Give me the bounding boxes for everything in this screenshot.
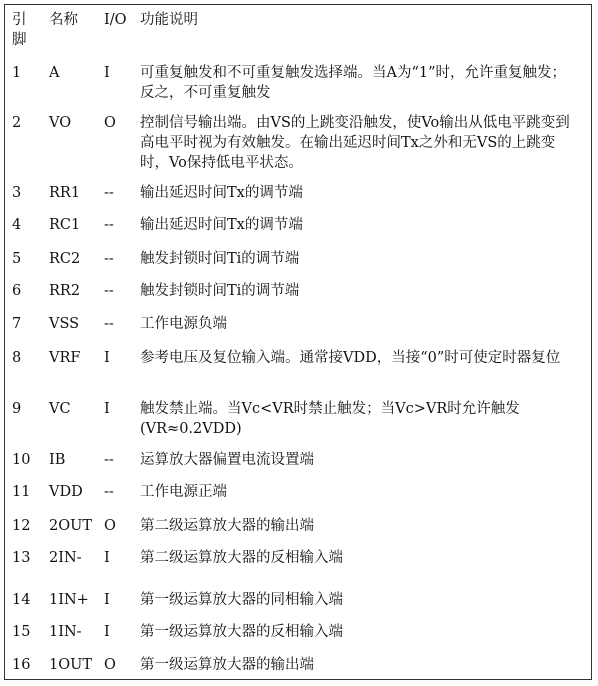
pin-io: -- [104, 251, 114, 267]
header-io: I/O [104, 12, 127, 28]
pin-description: 第一级运算放大器的输出端 [140, 657, 314, 673]
pin-io: I [104, 624, 110, 640]
pin-name: VDD [49, 484, 83, 500]
pin-number: 8 [12, 350, 22, 366]
pin-name: 1IN- [49, 624, 82, 640]
pin-description: 工作电源负端 [140, 316, 227, 332]
pin-io: -- [104, 452, 114, 468]
pin-name: A [49, 65, 60, 81]
pin-name: VSS [49, 316, 80, 332]
pin-io: -- [104, 283, 114, 299]
pin-description: 第一级运算放大器的反相输入端 [140, 624, 343, 640]
pin-name: RR1 [49, 185, 81, 201]
pin-name: VRF [49, 350, 81, 366]
pin-number: 16 [12, 657, 31, 673]
header-name: 名称 [49, 12, 78, 28]
pin-io: I [104, 401, 110, 417]
pin-name: VO [49, 115, 72, 131]
pin-name: RR2 [49, 283, 81, 299]
pin-io: -- [104, 484, 114, 500]
pin-io: I [104, 65, 110, 81]
pin-name: RC1 [49, 217, 81, 233]
pin-number: 10 [12, 452, 31, 468]
pin-description: 第一级运算放大器的同相输入端 [140, 592, 343, 608]
pin-io: -- [104, 217, 114, 233]
pin-description: 输出延迟时间Tx的调节端 [140, 217, 303, 233]
pin-number: 15 [12, 624, 31, 640]
pin-name: 2OUT [49, 518, 93, 534]
pin-io: I [104, 550, 110, 566]
pin-io: O [104, 115, 116, 131]
pin-function-table [4, 4, 592, 680]
pin-number: 7 [12, 316, 22, 332]
pin-description: 触发禁止端。当Vc<VR时禁止触发；当Vc>VR时允许触发(VR≈0.2VDD) [140, 401, 520, 437]
pin-number: 2 [12, 115, 22, 131]
pin-name: VC [49, 401, 71, 417]
pin-number: 11 [12, 484, 31, 500]
pin-number: 12 [12, 518, 31, 534]
pin-number: 5 [12, 251, 22, 267]
pin-description: 控制信号输出端。由VS的上跳变沿触发，使Vo输出从低电平跳变到高电平时视为有效触发。在输出延迟时间Tx之外和无VS的上跳变时，Vo保持低电平状态。 [140, 115, 570, 171]
pin-io: O [104, 518, 116, 534]
pin-io: I [104, 592, 110, 608]
pin-number: 4 [12, 217, 22, 233]
pin-number: 1 [12, 65, 22, 81]
pin-description: 触发封锁时间Ti的调节端 [140, 283, 300, 299]
pin-description: 工作电源正端 [140, 484, 227, 500]
pin-description: 触发封锁时间Ti的调节端 [140, 251, 300, 267]
pin-number: 13 [12, 550, 31, 566]
pin-description: 运算放大器偏置电流设置端 [140, 452, 314, 468]
pin-name: 1IN+ [49, 592, 89, 608]
header-desc: 功能说明 [140, 12, 198, 28]
pin-name: RC2 [49, 251, 81, 267]
pin-description: 可重复触发和不可重复触发选择端。当A为“1”时，允许重复触发；反之，不可重复触发 [140, 65, 567, 101]
pin-io: -- [104, 185, 114, 201]
pin-name: IB [49, 452, 66, 468]
pin-io: O [104, 657, 116, 673]
pin-description: 第二级运算放大器的输出端 [140, 518, 314, 534]
pin-io: I [104, 350, 110, 366]
pin-description: 输出延迟时间Tx的调节端 [140, 185, 303, 201]
header-pin: 引脚 [12, 12, 27, 48]
pin-name: 2IN- [49, 550, 82, 566]
pin-number: 3 [12, 185, 22, 201]
pin-io: -- [104, 316, 114, 332]
pin-description: 第二级运算放大器的反相输入端 [140, 550, 343, 566]
pin-number: 6 [12, 283, 22, 299]
pin-description: 参考电压及复位输入端。通常接VDD，当接“0”时可使定时器复位 [140, 350, 561, 366]
pin-number: 9 [12, 401, 22, 417]
pin-number: 14 [12, 592, 31, 608]
pin-name: 1OUT [49, 657, 93, 673]
